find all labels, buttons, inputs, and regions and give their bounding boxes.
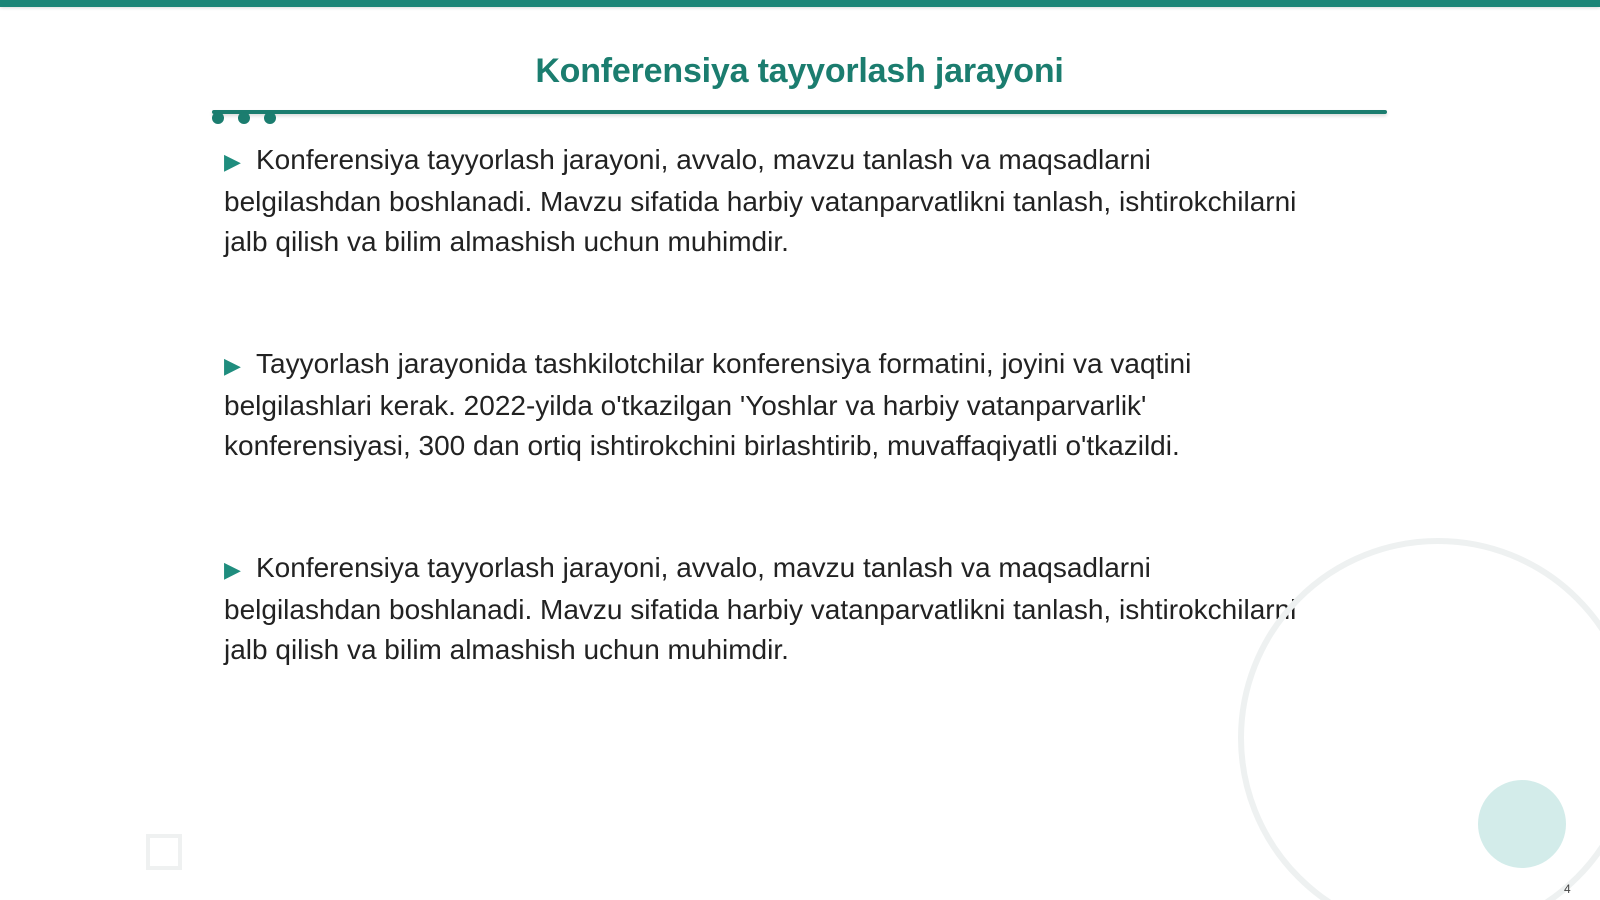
bullet-text-3: Konferensiya tayyorlash jarayoni, avvalo, mavzu tanlash va maqsadlarni belgilashdan boshlanadi. Mavzu sifatida harbiy vatanparvatlikni tanlash, ishtirokchilarni jalb qilish va bilim almashish uchun muhimdir.: [224, 552, 1297, 665]
top-accent-bar: [0, 0, 1600, 7]
triangle-right-icon: ▶: [224, 353, 241, 378]
triangle-right-icon: ▶: [224, 557, 241, 582]
bullet-item-3: [224, 548, 1314, 670]
title-dot-3: [264, 112, 276, 124]
page-number: 4: [1564, 882, 1571, 896]
bullet-item-1: [224, 140, 1314, 262]
bullet-list: [224, 140, 1314, 752]
bullet-text-1: Konferensiya tayyorlash jarayoni, avvalo, mavzu tanlash va maqsadlarni belgilashdan boshlanadi. Mavzu sifatida harbiy vatanparvatlikni tanlash, ishtirokchilarni jalb qilish va bilim almashish uchun muhimdir.: [224, 144, 1297, 257]
decorative-square: [146, 834, 182, 870]
title-underline: [212, 110, 1387, 114]
title-dot-1: [212, 112, 224, 124]
title-dot-2: [238, 112, 250, 124]
bullet-text-2: Tayyorlash jarayonida tashkilotchilar konferensiya formatini, joyini va vaqtini belgilashlari kerak. 2022-yilda o'tkazilgan 'Yoshlar va harbiy vatanparvarlik' konferensiyasi, 300 dan ortiq ishtirokchini birlashtirib, muvaffaqiyatli o'tkazildi.: [224, 348, 1192, 461]
bullet-item-2: [224, 344, 1314, 466]
triangle-right-icon: ▶: [224, 149, 241, 174]
slide-title: Konferensiya tayyorlash jarayoni: [535, 52, 1064, 90]
decorative-circle: [1478, 780, 1566, 868]
